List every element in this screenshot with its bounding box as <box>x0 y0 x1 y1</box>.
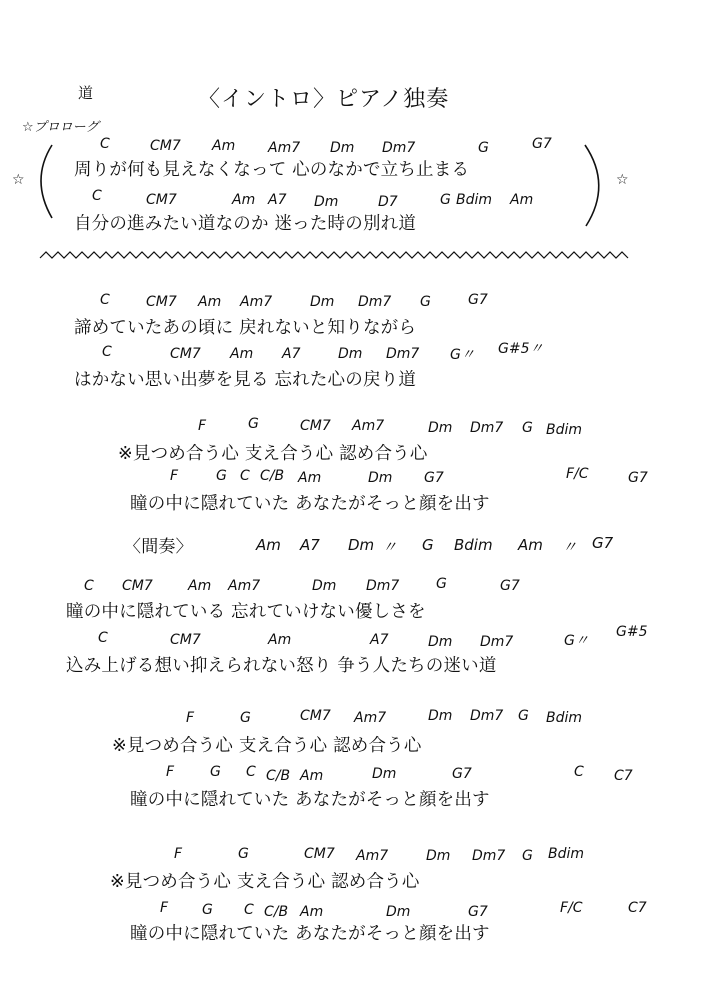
chord: CM7 <box>170 346 201 362</box>
chord: Dm <box>338 346 363 362</box>
chord: C <box>100 136 110 152</box>
chord: Am <box>510 192 534 208</box>
chord: Dm <box>428 708 453 724</box>
chord: Dm <box>330 140 355 156</box>
chord: C <box>574 764 584 780</box>
star-icon: ☆ <box>12 172 25 188</box>
lyric-line: 瞳の中に隠れている 忘れていけない優しさを <box>66 602 426 622</box>
chord: Dm7 <box>470 420 504 436</box>
chord: G <box>248 416 259 432</box>
chord: Am <box>298 470 322 486</box>
chord: Dm <box>312 578 337 594</box>
chord: CM7 <box>146 294 177 310</box>
chord: Am7 <box>228 578 261 594</box>
chord: Dm <box>310 294 335 310</box>
chord: C7 <box>628 900 647 916</box>
chord: F <box>170 468 179 484</box>
chord: CM7 <box>304 846 335 862</box>
chord: Dm <box>348 536 375 554</box>
chord: G <box>422 536 434 554</box>
chord: F <box>160 900 169 916</box>
chord: C <box>98 630 108 646</box>
chord: G7 <box>592 534 614 552</box>
chord: G <box>522 848 533 864</box>
chord: C <box>102 344 112 360</box>
chord: C/B <box>266 768 291 784</box>
chord: Dm7 <box>386 346 420 362</box>
chord: Am <box>268 632 292 648</box>
chord: Dm <box>314 194 339 210</box>
chord: CM7 <box>300 418 331 434</box>
prologue-left-paren <box>41 145 52 218</box>
chord: Am7 <box>240 294 273 310</box>
chord: C <box>84 578 94 594</box>
chord: C/B <box>264 904 289 920</box>
chord: G〃 <box>450 347 475 363</box>
chord: G7 <box>500 578 520 594</box>
chord: Bdim <box>546 422 583 438</box>
chord: G <box>522 420 533 436</box>
chord: Dm7 <box>472 848 506 864</box>
chord: G7 <box>468 292 488 308</box>
chord: Dm <box>428 420 453 436</box>
chord: Am <box>256 536 281 554</box>
song-title: 道 <box>78 84 94 102</box>
chord: G7 <box>532 136 552 152</box>
chord: G <box>210 764 221 780</box>
chord: Am <box>198 294 222 310</box>
chord: Am <box>518 536 543 554</box>
chord: Am7 <box>268 140 301 156</box>
chord: G <box>202 902 213 918</box>
lyric-line: ※見つめ合う心 支え合う心 認め合う心 <box>112 736 422 756</box>
chord: A7 <box>282 346 301 362</box>
chord: F <box>166 764 175 780</box>
chord: C <box>246 764 256 780</box>
chord: 〃 <box>562 538 578 556</box>
chord: Dm7 <box>358 294 392 310</box>
lyric-line: はかない思い出夢を見る 忘れた心の戻り道 <box>74 370 417 390</box>
chord: Dm7 <box>480 634 514 650</box>
chord: F <box>198 418 207 434</box>
star-icon: ☆ <box>616 172 629 188</box>
chord: Am <box>212 138 236 154</box>
lyric-line: 瞳の中に隠れていた あなたがそっと顔を出す <box>130 924 490 944</box>
chord: G#5 <box>616 624 648 640</box>
lyric-line: 瞳の中に隠れていた あなたがそっと顔を出す <box>130 790 490 810</box>
chord: Dm7 <box>382 140 416 156</box>
chord: Am <box>232 192 256 208</box>
chord: F <box>186 710 195 726</box>
lyric-line: 込み上げる想い抑えられない怒り 争う人たちの迷い道 <box>66 656 497 676</box>
intro-heading: 〈イントロ〉ピアノ独奏 <box>198 87 450 112</box>
chord: G7 <box>468 904 488 920</box>
prologue-label: ☆プロローグ <box>22 120 99 135</box>
chord: Am7 <box>356 848 389 864</box>
interlude-label: 〈間奏〉 <box>124 537 193 557</box>
lyric-line: 諦めていたあの頃に 戻れないと知りながら <box>74 318 417 338</box>
chord: G <box>420 294 431 310</box>
chord: Am <box>188 578 212 594</box>
chord: CM7 <box>146 192 177 208</box>
chord: Am <box>300 768 324 784</box>
chord: Dm <box>428 634 453 650</box>
chord: Dm7 <box>366 578 400 594</box>
chord: A7 <box>370 632 389 648</box>
wavy-separator <box>40 252 628 258</box>
chord: G7 <box>452 766 472 782</box>
chord: Bdim <box>546 710 583 726</box>
chord: F <box>174 846 183 862</box>
chord: G <box>216 468 227 484</box>
lyric-line: 周りが何も見えなくなって 心のなかで立ち止まる <box>74 160 470 180</box>
chord: C <box>244 902 254 918</box>
chord: CM7 <box>170 632 201 648</box>
chord: Bdim <box>454 536 493 554</box>
chord: C <box>92 188 102 204</box>
chord: D7 <box>378 194 398 210</box>
chord: CM7 <box>150 138 181 154</box>
chord: Bdim <box>456 192 493 208</box>
chord: Dm <box>368 470 393 486</box>
chord: C <box>100 292 110 308</box>
chord: F/C <box>566 466 589 482</box>
chord: 〃 <box>382 538 398 556</box>
chord: G <box>240 710 251 726</box>
chord: G <box>478 140 489 156</box>
prologue-right-paren <box>585 145 599 226</box>
lyric-line: 瞳の中に隠れていた あなたがそっと顔を出す <box>130 494 490 514</box>
chord: G <box>436 576 447 592</box>
lyric-line: 自分の進みたい道なのか 迷った時の別れ道 <box>74 214 417 234</box>
lyric-line: ※見つめ合う心 支え合う心 認め合う心 <box>110 872 420 892</box>
chord: G7 <box>628 470 648 486</box>
chord: C7 <box>614 768 633 784</box>
chord: C/B <box>260 468 285 484</box>
chord: CM7 <box>300 708 331 724</box>
chord: Am7 <box>352 418 385 434</box>
chord: A7 <box>300 536 320 554</box>
chord: C <box>240 468 250 484</box>
chord: G <box>238 846 249 862</box>
chord: G <box>518 708 529 724</box>
chord: F/C <box>560 900 583 916</box>
chord: Am <box>230 346 254 362</box>
chord: Dm7 <box>470 708 504 724</box>
chord: A7 <box>268 192 287 208</box>
chord: Dm <box>426 848 451 864</box>
chord: Dm <box>386 904 411 920</box>
chord: Dm <box>372 766 397 782</box>
chord: Am7 <box>354 710 387 726</box>
chord: G〃 <box>564 633 589 649</box>
chord: G7 <box>424 470 444 486</box>
chord: Bdim <box>548 846 585 862</box>
chord: CM7 <box>122 578 153 594</box>
lyric-line: ※見つめ合う心 支え合う心 認め合う心 <box>118 444 428 464</box>
chord: G#5〃 <box>498 341 544 357</box>
chord: G <box>440 192 451 208</box>
chord: Am <box>300 904 324 920</box>
